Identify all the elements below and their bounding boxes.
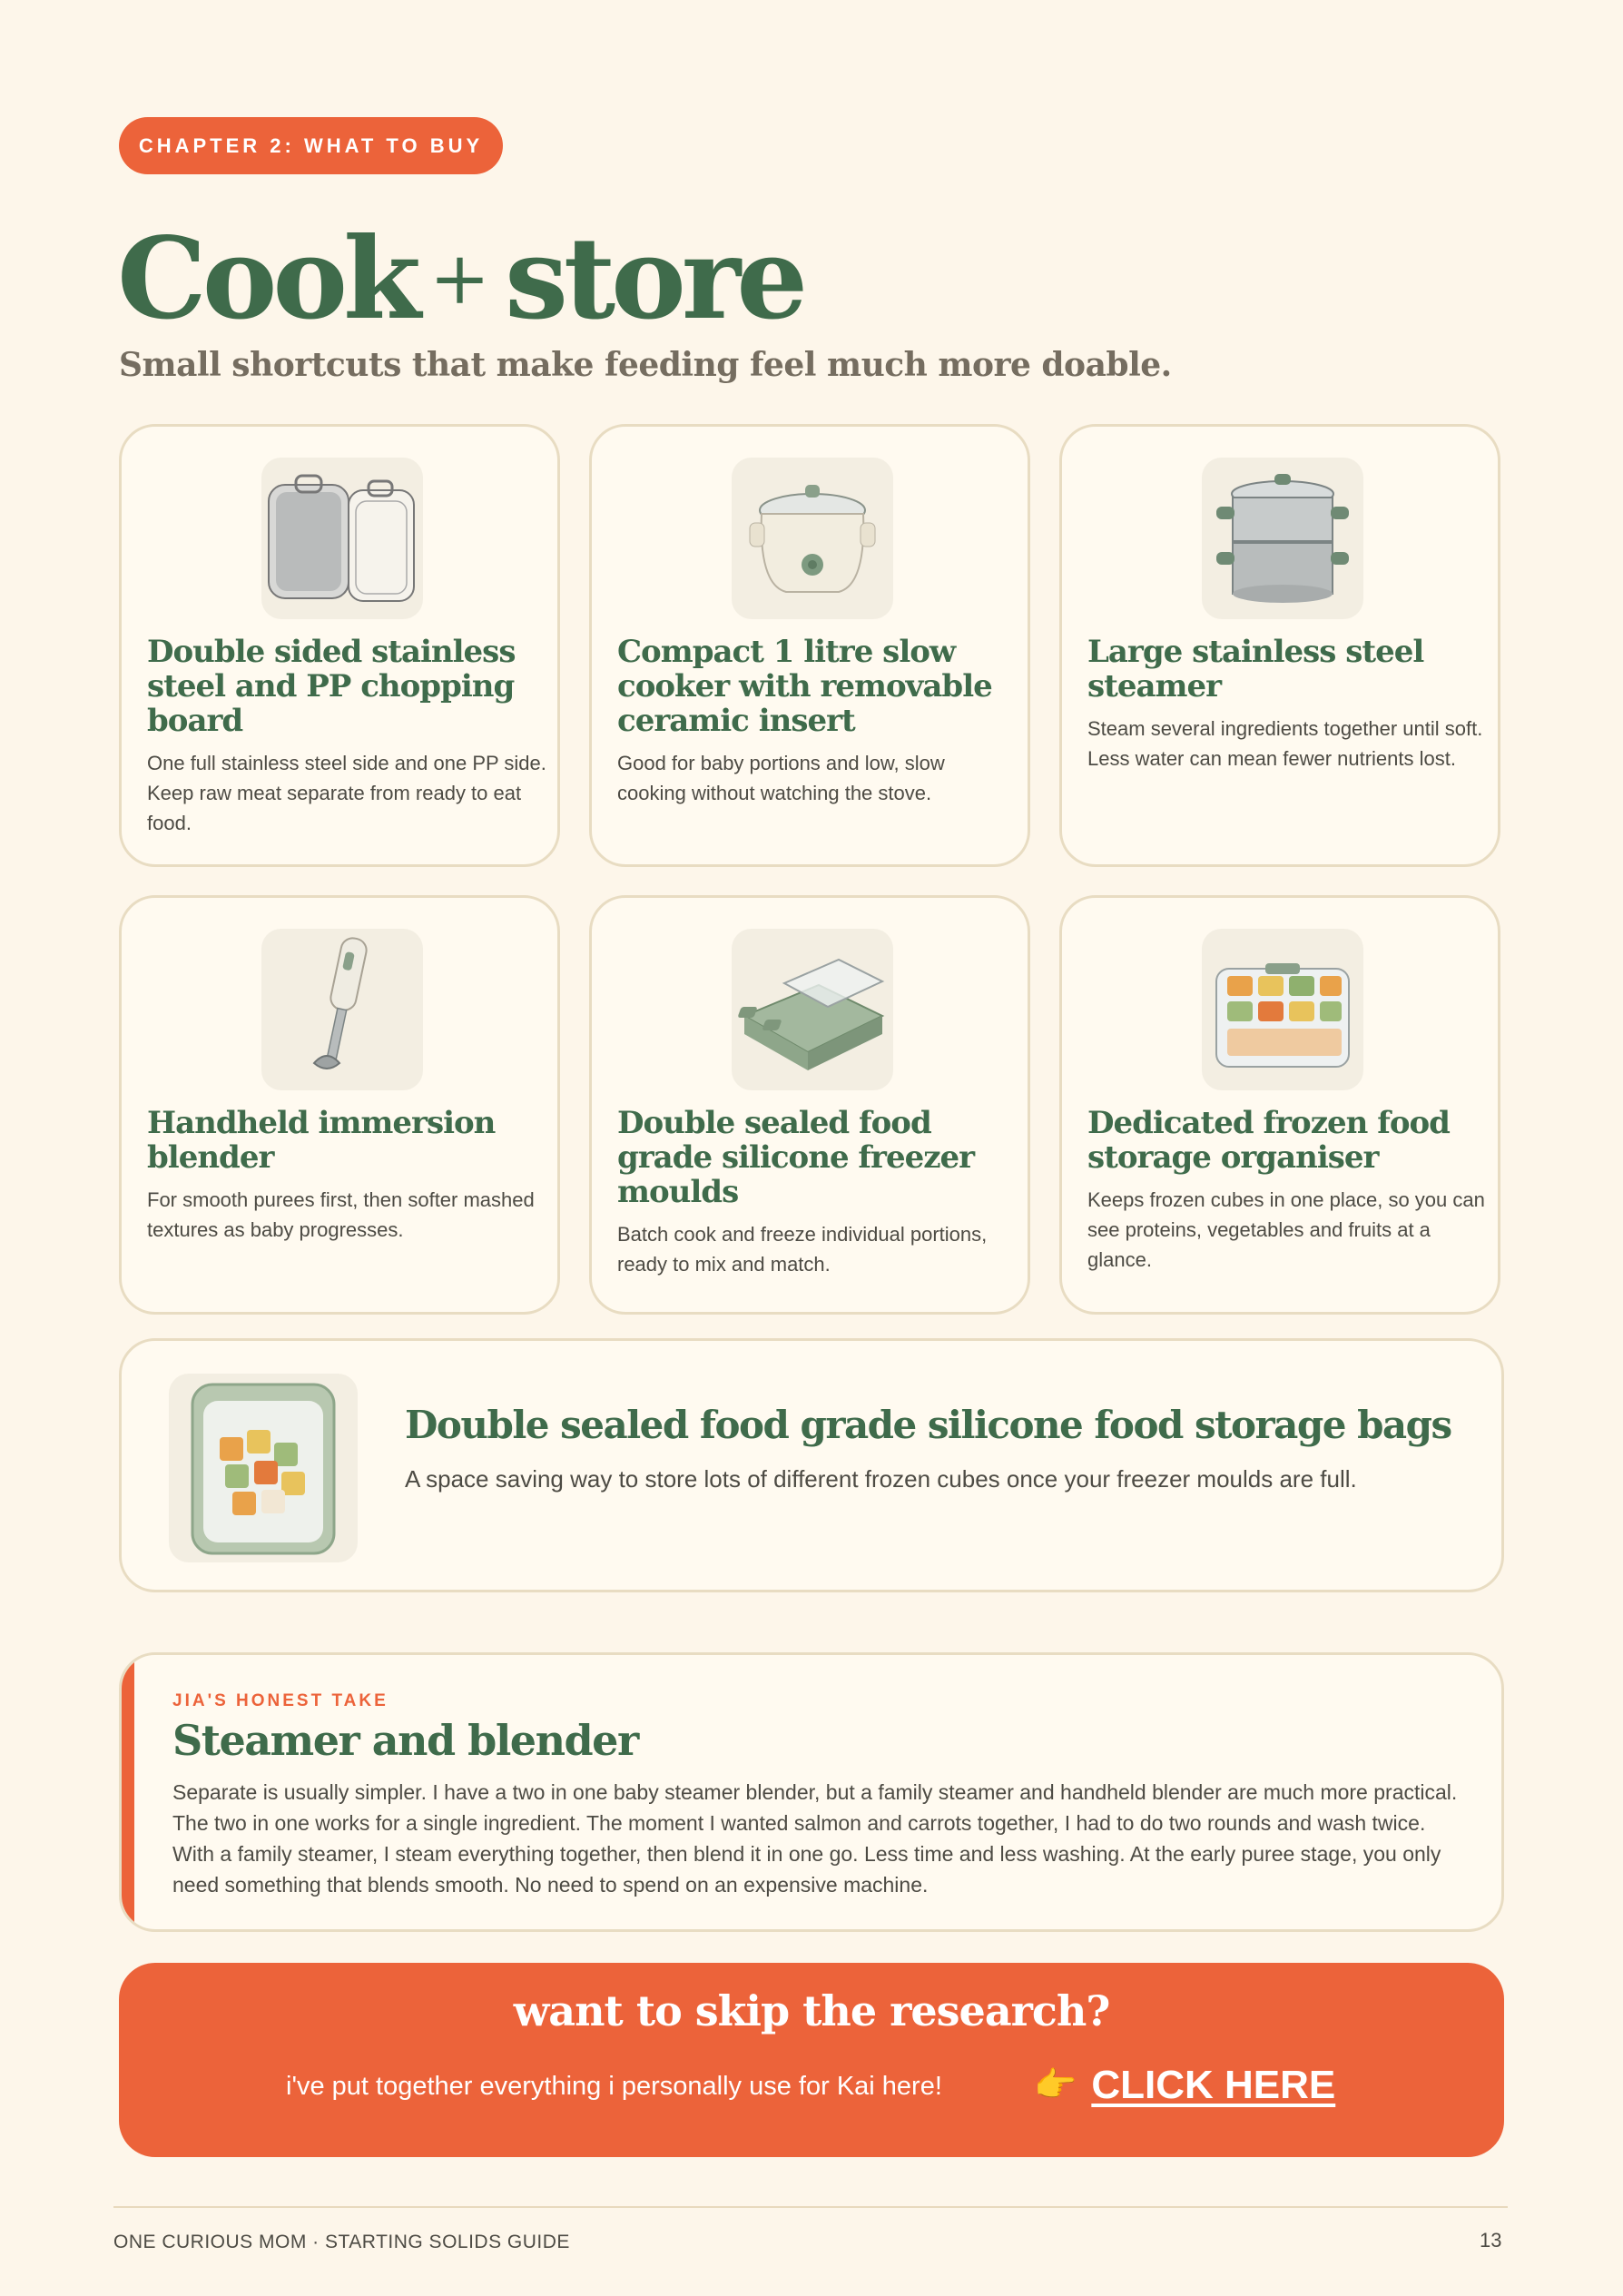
callout-title: Steamer and blender (172, 1716, 638, 1765)
product-title: Handheld immersion blender (147, 1105, 496, 1176)
product-description: For smooth purees first, then softer mashed textures as baby progresses. (147, 1188, 535, 1241)
title-plus: + (429, 236, 491, 320)
product-title: Dedicated frozen food storage organiser (1087, 1105, 1450, 1176)
title-right: store (505, 213, 804, 345)
callout-accent-bar (122, 1655, 134, 1929)
product-title: Double sealed food grade silicone freezer moulds (617, 1105, 975, 1210)
slow-cooker-icon (732, 458, 893, 619)
chapter-badge: CHAPTER 2: WHAT TO BUY (119, 117, 503, 174)
storage-organiser-icon (1202, 929, 1363, 1090)
steamer-icon (1202, 458, 1363, 619)
product-card-chopping-board (119, 424, 560, 867)
click-here-link[interactable] (1034, 2063, 1335, 2108)
product-description: A space saving way to store lots of different frozen cubes once your freezer moulds are full. (405, 1465, 1357, 1493)
footer-divider (113, 2206, 1508, 2208)
product-title: Double sided stainless steel and PP chopping board (147, 634, 516, 739)
callout-body: Separate is usually simpler. I have a two in one baby steamer blender, but a family steamer and handheld blender are much more practical. The two in one works for a single ingredient. The moment I wanted salmon and carrots together, I had to do two rounds and wash twice. With a family steamer, I steam everything together, then blend it in one go. Less time and less washing. At the early puree stage, you only need something that blends smooth. No need to spend on an expensive machine. (172, 1780, 1458, 1897)
product-card-freezer-moulds (589, 895, 1030, 1315)
product-card-slow-cooker (589, 424, 1030, 867)
product-description: Batch cook and freeze individual portions, ready to mix and match. (617, 1223, 988, 1276)
footer-guide-title: ONE CURIOUS MOM · STARTING SOLIDS GUIDE (113, 2232, 570, 2252)
cta-subtitle: i've put together everything i personally use for Kai here! (286, 2072, 942, 2101)
freezer-mould-icon (732, 929, 893, 1090)
product-card-storage-bags (119, 1338, 1504, 1592)
immersion-blender-icon (261, 929, 423, 1090)
product-card-immersion-blender (119, 895, 560, 1315)
product-description: Steam several ingredients together until soft. Less water can mean fewer nutrients lost. (1087, 717, 1483, 770)
honest-take-callout (119, 1652, 1504, 1932)
product-card-steamer (1059, 424, 1500, 867)
title-left: Cook (117, 213, 418, 345)
product-title: Large stainless steel steamer (1087, 634, 1424, 705)
chopping-board-icon (261, 458, 423, 619)
product-card-storage-organiser (1059, 895, 1500, 1315)
product-description: Keeps frozen cubes in one place, so you can see proteins, vegetables and fruits at a glance. (1087, 1188, 1485, 1271)
cta-title: want to skip the research? (513, 1986, 1110, 2035)
product-title: Compact 1 litre slow cooker with removable ceramic insert (617, 634, 992, 739)
page-number: 13 (1480, 2229, 1502, 2252)
click-here-label: CLICK HERE (1091, 2063, 1336, 2107)
product-description: One full stainless steel side and one PP side. Keep raw meat separate from ready to eat food. (147, 752, 546, 834)
product-title: Double sealed food grade silicone food storage bags (405, 1403, 1451, 1447)
silicone-bag-icon (169, 1374, 358, 1562)
product-description: Good for baby portions and low, slow cooking without watching the stove. (617, 752, 945, 804)
page-title (117, 211, 803, 348)
pointing-hand-icon: 👉 (1034, 2066, 1077, 2104)
callout-eyebrow: JIA'S HONEST TAKE (172, 1691, 389, 1710)
cta-banner (119, 1963, 1504, 2157)
page-subtitle: Small shortcuts that make feeding feel much more doable. (119, 346, 1172, 384)
